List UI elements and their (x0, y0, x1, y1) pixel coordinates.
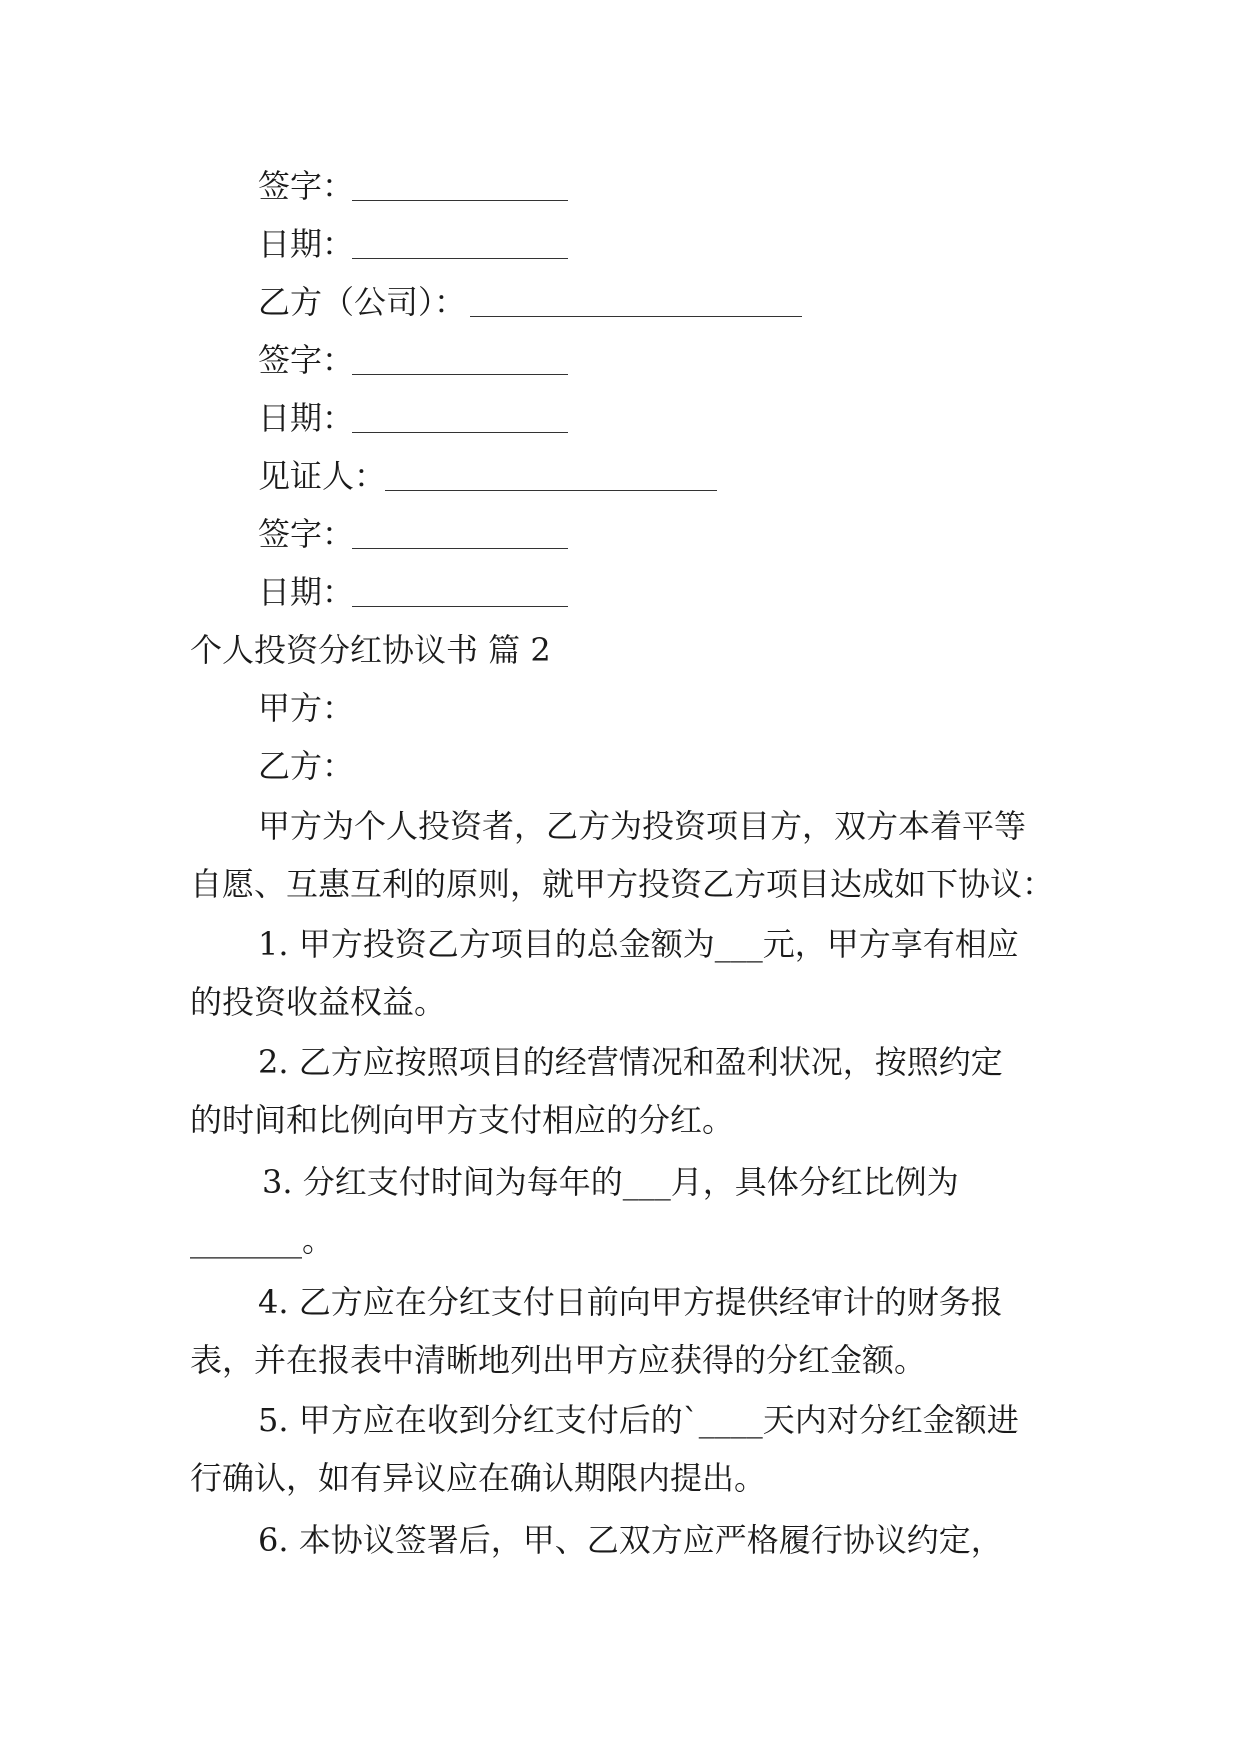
date-label: 日期： (258, 573, 355, 611)
party-b-company-blank (470, 316, 802, 317)
clause-3-line-1: 3. 分红支付时间为每年的___月，具体分红比例为 (262, 1163, 959, 1201)
clause-5-line-1: 5. 甲方应在收到分红支付后的`____天内对分红金额进 (258, 1401, 1019, 1439)
sign-label: 签字： (258, 167, 355, 205)
date-blank (352, 432, 568, 433)
sign-label: 签字： (258, 515, 355, 553)
clause-2-line-2: 的时间和比例向甲方支付相应的分红。 (190, 1101, 735, 1139)
date-blank (352, 258, 568, 259)
clause-6-line-1: 6. 本协议签署后，甲、乙双方应严格履行协议约定， (258, 1521, 1003, 1559)
sign-blank (352, 374, 568, 375)
intro-line-1: 甲方为个人投资者，乙方为投资项目方，双方本着平等 (258, 807, 1027, 845)
date-label: 日期： (258, 225, 355, 263)
intro-line-2: 自愿、互惠互利的原则，就甲方投资乙方项目达成如下协议： (190, 865, 1055, 903)
party-b-company-label: 乙方（公司）： (258, 283, 467, 321)
date-label: 日期： (258, 399, 355, 437)
date-blank (352, 606, 568, 607)
witness-label: 见证人： (258, 457, 387, 495)
clause-2-line-1: 2. 乙方应按照项目的经营情况和盈利状况，按照约定 (258, 1043, 1003, 1081)
party-b-label: 乙方： (258, 747, 355, 785)
section-title: 个人投资分红协议书 篇 2 (190, 631, 551, 669)
clause-5-line-2: 行确认，如有异议应在确认期限内提出。 (190, 1459, 767, 1497)
clause-4-line-1: 4. 乙方应在分红支付日前向甲方提供经审计的财务报 (258, 1283, 1003, 1321)
witness-blank (385, 490, 717, 491)
sign-blank (352, 200, 568, 201)
clause-4-line-2: 表，并在报表中清晰地列出甲方应获得的分红金额。 (190, 1341, 927, 1379)
sign-label: 签字： (258, 341, 355, 379)
clause-1-line-2: 的投资收益权益。 (190, 983, 447, 1021)
party-a-label: 甲方： (258, 689, 355, 727)
sign-blank (352, 548, 568, 549)
clause-1-line-1: 1. 甲方投资乙方项目的总金额为___元，甲方享有相应 (258, 925, 1019, 963)
clause-3-line-2: _______。 (190, 1221, 335, 1259)
